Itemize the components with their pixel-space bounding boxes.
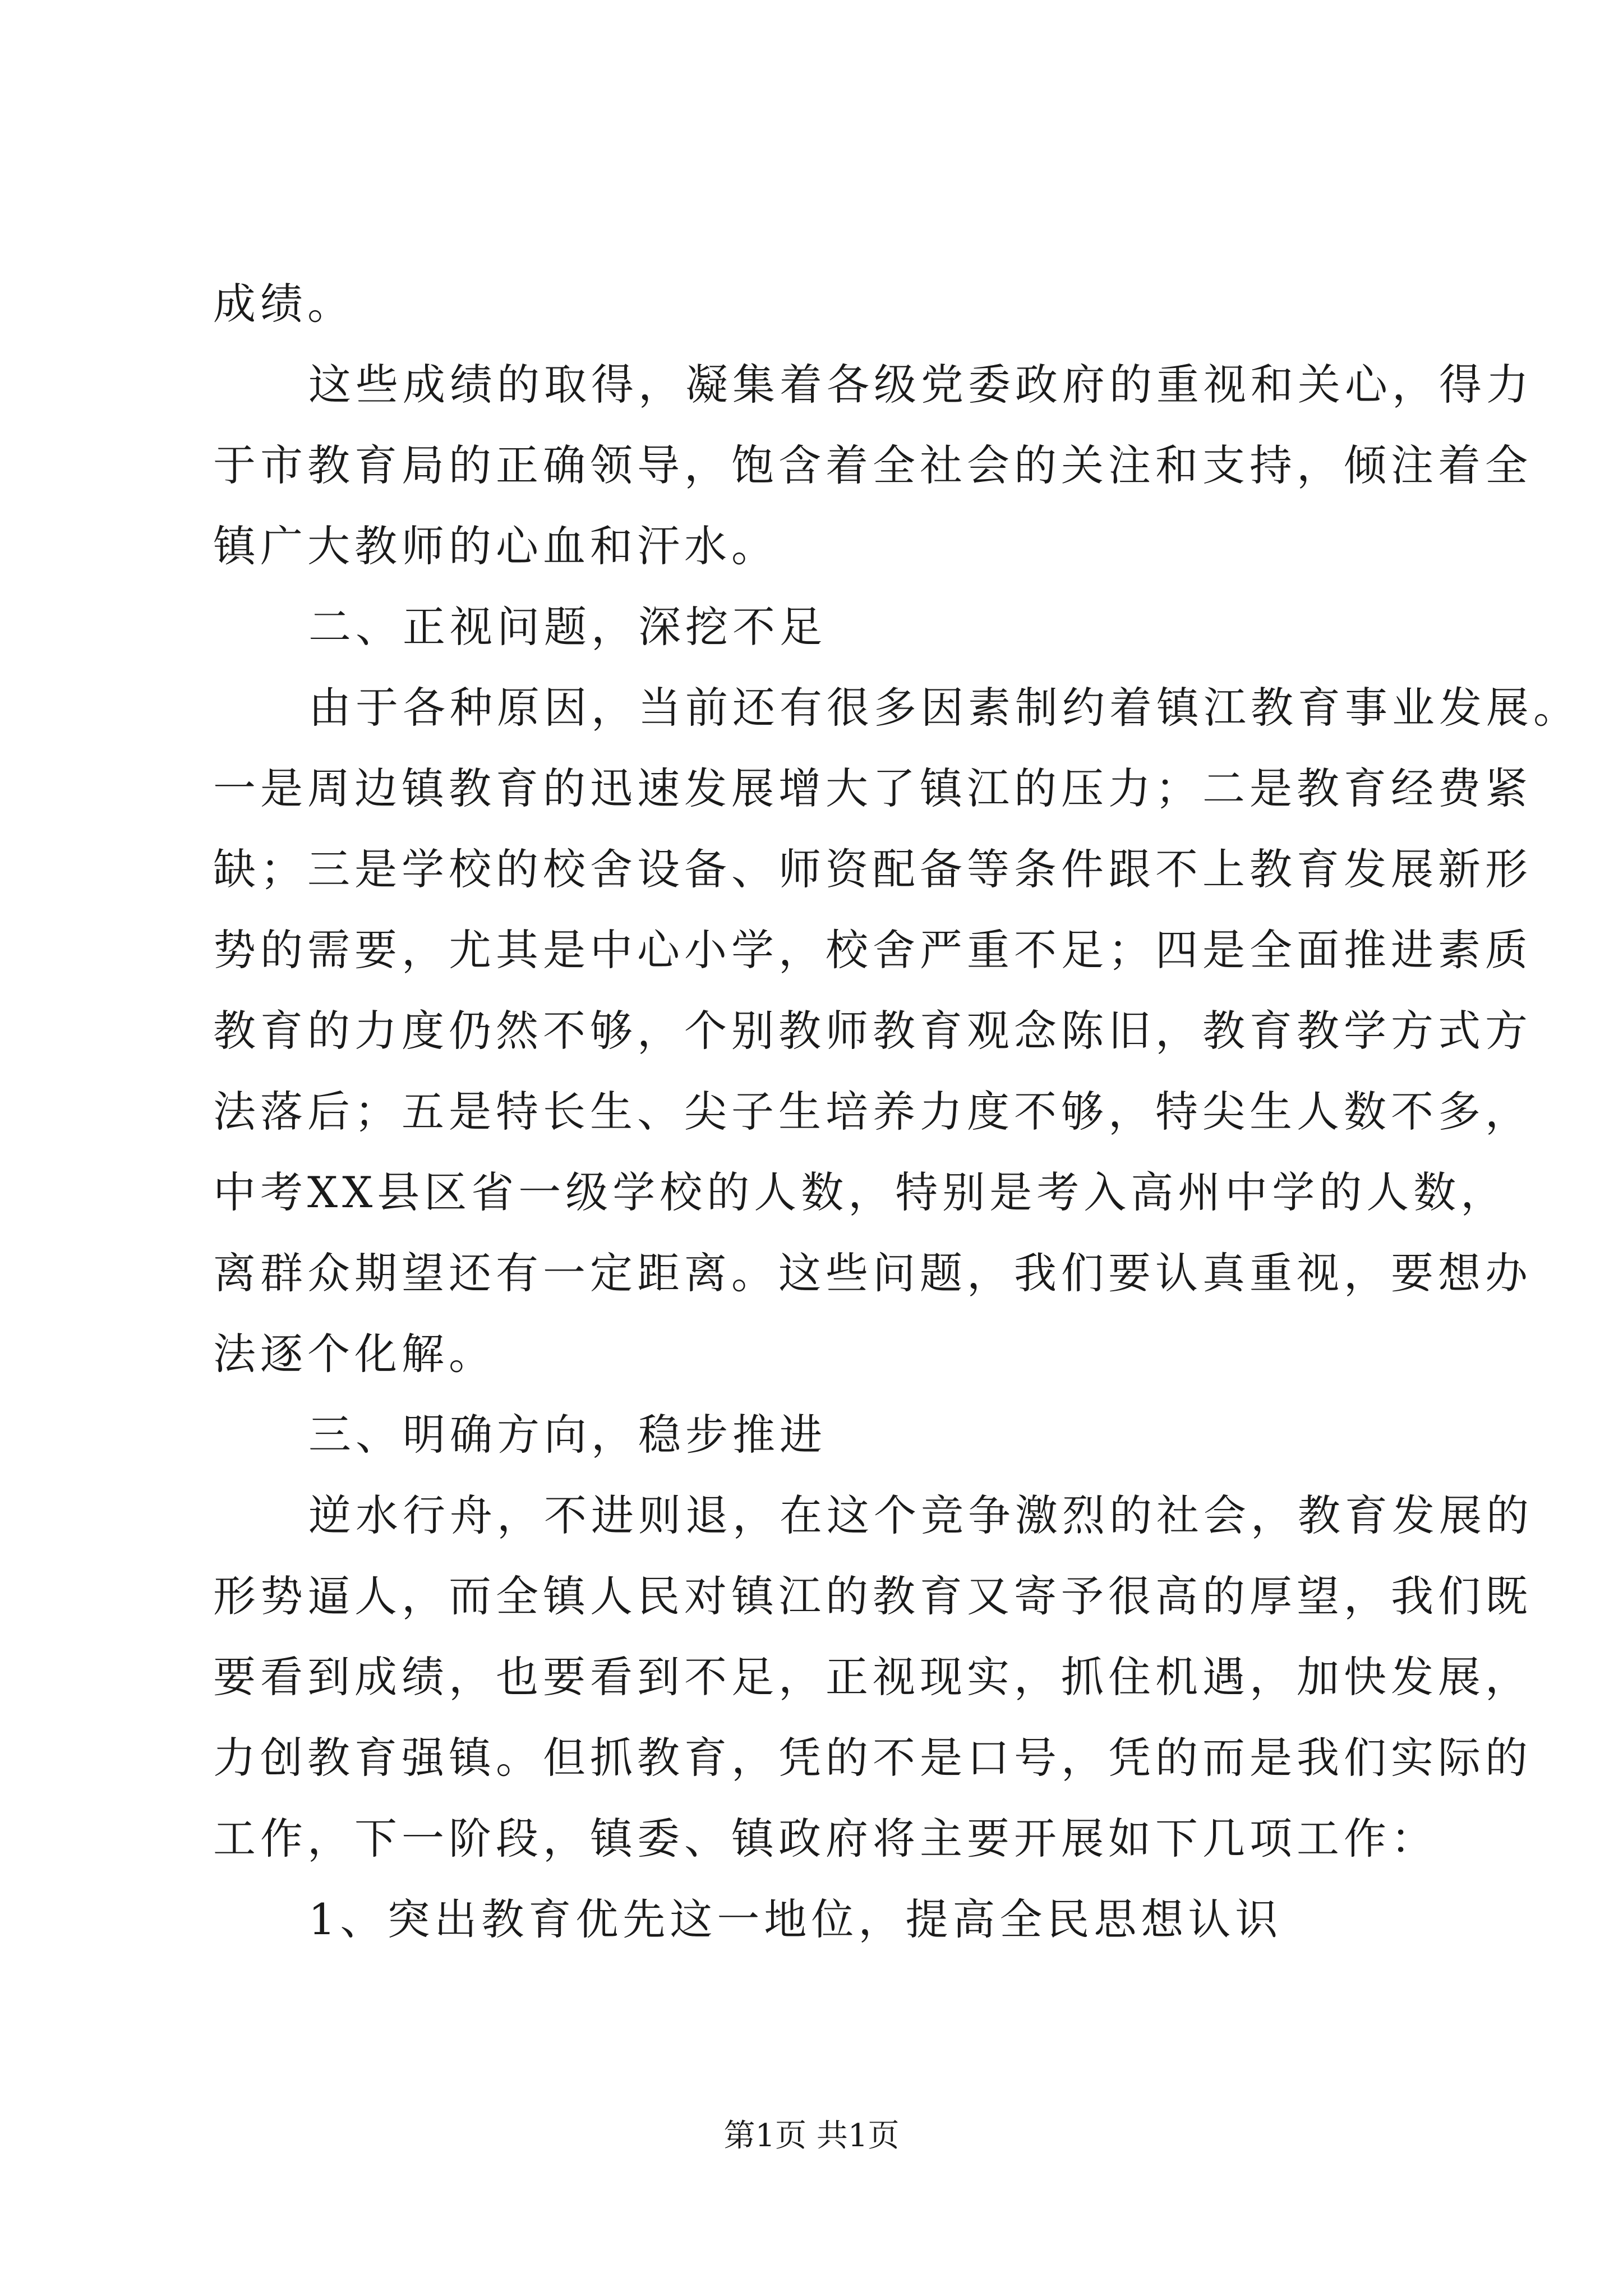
page-footer: 第1页 共1页 bbox=[723, 2118, 900, 2154]
text-line: 教育的力度仍然不够，个别教师教育观念陈旧，教育教学方式方 bbox=[213, 1006, 1532, 1056]
text-line: 于市教育局的正确领导，饱含着全社会的关注和支持，倾注着全 bbox=[213, 440, 1532, 490]
text-line: 工作，下一阶段，镇委、镇政府将主要开展如下几项工作： bbox=[213, 1814, 1438, 1864]
section-heading-3: 三、明确方向，稳步推进 bbox=[308, 1410, 827, 1460]
text-line: 法落后；五是特长生、尖子生培养力度不够，特尖生人数不多， bbox=[213, 1087, 1532, 1137]
text-line: 成绩。 bbox=[213, 279, 354, 329]
paragraph-start-line: 这些成绩的取得，凝集着各级党委政府的重视和关心，得力 bbox=[308, 360, 1533, 409]
text-line: 镇广大教师的心血和汗水。 bbox=[213, 521, 778, 571]
text-line: 一是周边镇教育的迅速发展增大了镇江的压力；二是教育经费紧 bbox=[213, 763, 1532, 813]
text-line: 中考XX县区省一级学校的人数，特别是考入高州中学的人数， bbox=[213, 1167, 1508, 1217]
section-heading-2: 二、正视问题，深挖不足 bbox=[308, 602, 827, 652]
text-line: 缺；三是学校的校舍设备、师资配备等条件跟不上教育发展新形 bbox=[213, 844, 1532, 894]
text-line: 法逐个化解。 bbox=[213, 1329, 496, 1379]
document-body bbox=[213, 264, 1580, 1960]
list-item-heading: 1、突出教育优先这一地位，提高全民思想认识 bbox=[308, 1894, 1283, 1944]
text-line: 离群众期望还有一定距离。这些问题，我们要认真重视，要想办 bbox=[213, 1248, 1532, 1298]
text-line: 形势逼人，而全镇人民对镇江的教育又寄予很高的厚望，我们既 bbox=[213, 1571, 1532, 1621]
paragraph-start-line: 逆水行舟，不进则退，在这个竞争激烈的社会，教育发展的 bbox=[308, 1490, 1533, 1540]
text-line: 势的需要，尤其是中心小学，校舍严重不足；四是全面推进素质 bbox=[213, 925, 1532, 975]
text-line: 力创教育强镇。但抓教育，凭的不是口号，凭的而是我们实际的 bbox=[213, 1733, 1532, 1783]
text-line: 要看到成绩，也要看到不足，正视现实，抓住机遇，加快发展， bbox=[213, 1652, 1532, 1702]
paragraph-start-line: 由于各种原因，当前还有很多因素制约着镇江教育事业发展。 bbox=[308, 683, 1580, 733]
